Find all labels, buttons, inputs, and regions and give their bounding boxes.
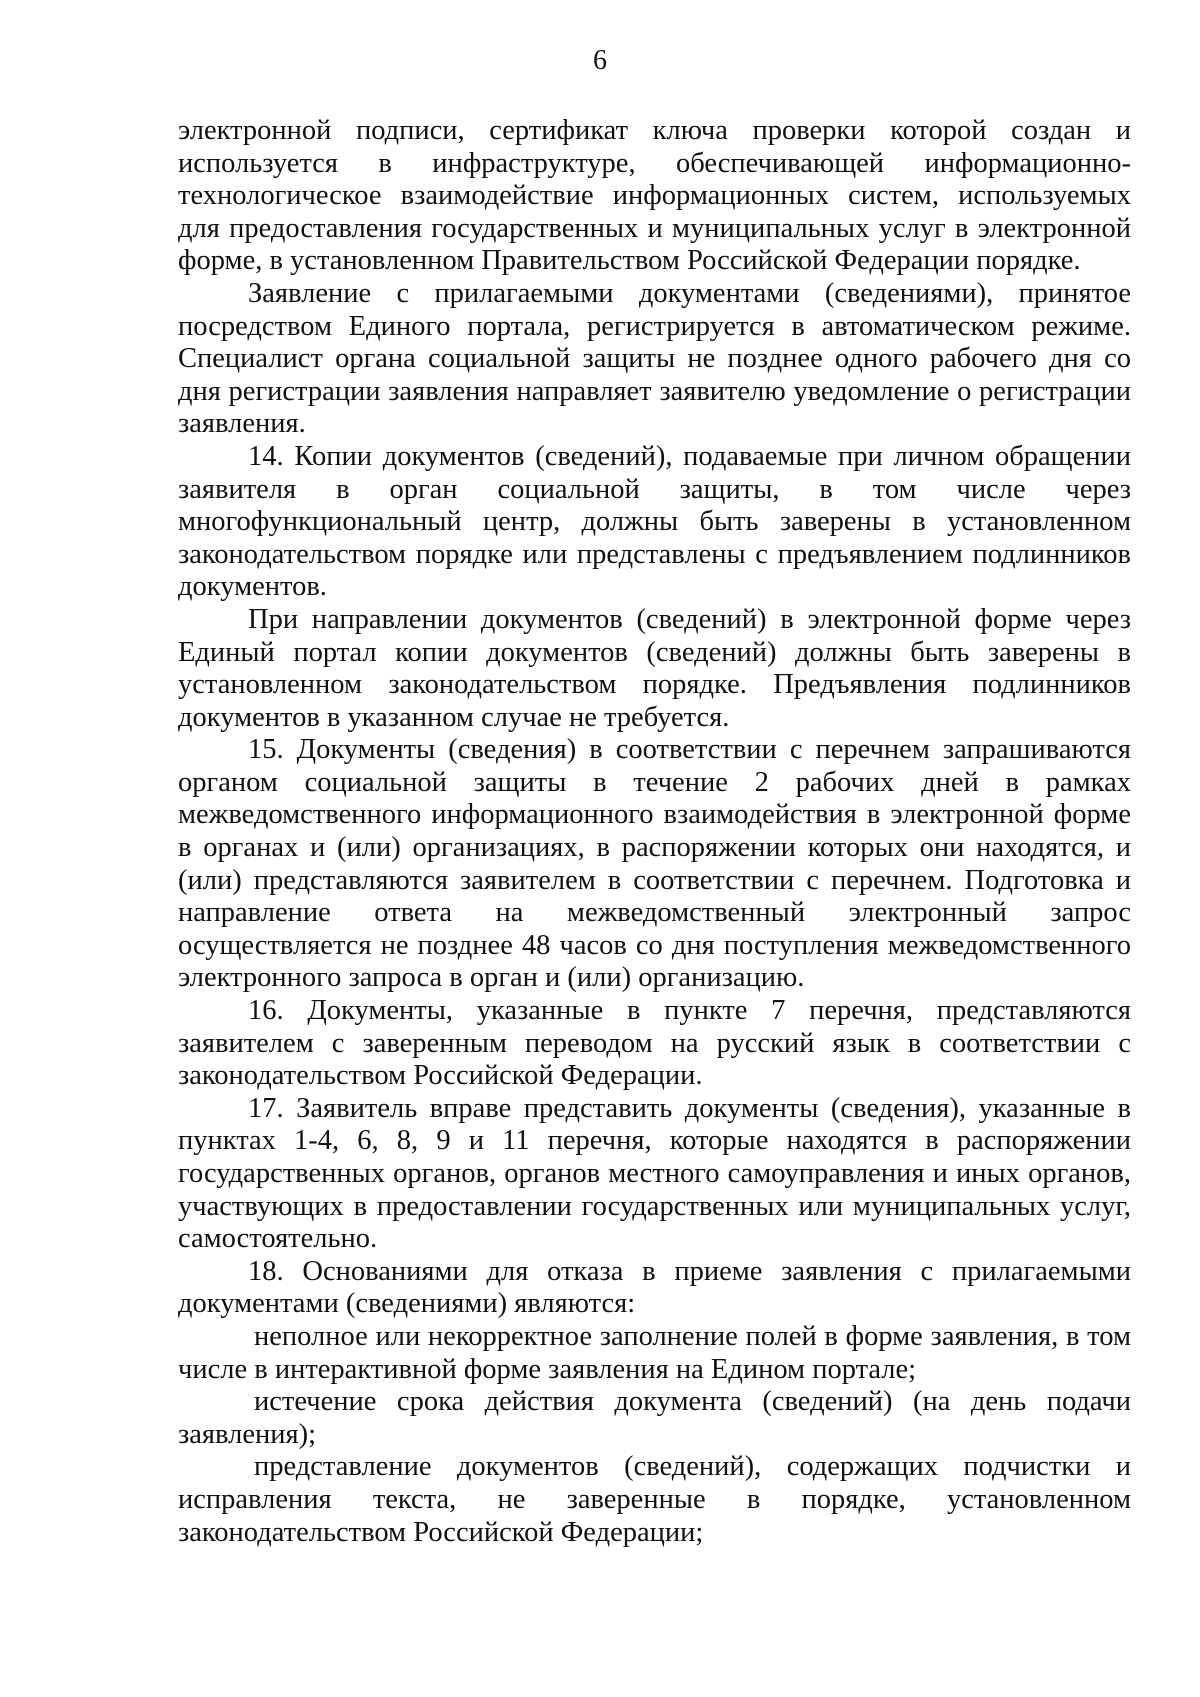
page-number: 6 [593,45,607,76]
paragraph-application-registration: Заявление с прилагаемыми документами (сведениями), принятое посредством Единого портала, регистрируется в автоматическом режиме. Специалист органа социальной защиты не позднее одного рабочего дня со дня регистрации заявления направляет заявителю уведомление о регистрации заявления. [178,277,1131,440]
list-item-incomplete-form: неполное или некорректное заполнение полей в форме заявления, в том числе в интерактивной форме заявления на Едином портале; [178,1320,1131,1385]
paragraph-electronic-submission: При направлении документов (сведений) в электронной форме через Единый портал копии документов (сведений) должны быть заверены в установленном законодательством порядке. Предъявления подлинников документов в указанном случае не требуется. [178,603,1131,733]
paragraph-item-14: 14. Копии документов (сведений), подаваемые при личном обращении заявителя в орган социальной защиты, в том числе через многофункциональный центр, должны быть заверены в установленном законодательством порядке или представлены с предъявлением подлинников документов. [178,440,1131,603]
list-item-corrected-documents: представление документов (сведений), содержащих подчистки и исправления текста, не заверенные в порядке, установленном законодательством Российской Федерации; [178,1451,1131,1548]
paragraph-item-17: 17. Заявитель вправе представить документы (сведения), указанные в пунктах 1-4, 6, 8, 9 и 11 перечня, которые находятся в распоряжении государственных органов, органов местного самоуправления и иных органов, участвующих в предоставлении государственных или муниципальных услуг, самостоятельно. [178,1092,1131,1255]
list-item-expired-document: истечение срока действия документа (сведений) (на день подачи заявления); [178,1386,1131,1450]
document-body [178,115,1131,1549]
paragraph-signature-continuation: электронной подписи, сертификат ключа проверки которой создан и используется в инфраструктуре, обеспечивающей информационно-технологическое взаимодействие информационных систем, используемых для предоставления государственных и муниципальных услуг в электронной форме, в установленном Правительством Российской Федерации порядке. [178,115,1131,277]
paragraph-item-16: 16. Документы, указанные в пункте 7 перечня, представляются заявителем с заверенным переводом на русский язык в соответствии с законодательством Российской Федерации. [178,995,1131,1092]
paragraph-item-18: 18. Основаниями для отказа в приеме заявления с прилагаемыми документами (сведениями) являются: [178,1255,1131,1320]
paragraph-item-15: 15. Документы (сведения) в соответствии с перечнем запрашиваются органом социальной защиты в течение 2 рабочих дней в рамках межведомственного информационного взаимодействия в электронной форме в органах и (или) организациях, в распоряжении которых они находятся, и (или) представляются заявителем в соответствии с перечнем. Подготовка и направление ответа на межведомственный электронный запрос осуществляется не позднее 48 часов со дня поступления межведомственного электронного запроса в орган и (или) организацию. [178,734,1131,994]
